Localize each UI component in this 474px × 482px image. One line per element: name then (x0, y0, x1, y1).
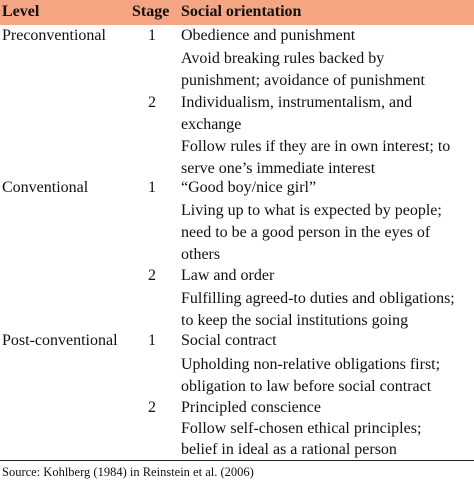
stage-number: 2 (148, 267, 156, 284)
stage-number: 2 (148, 94, 156, 111)
table-bottom-rule (0, 460, 474, 461)
stage-description-line: serve one’s immediate interest (181, 160, 376, 177)
stage-description-line: Follow rules if they are in own interest; to (181, 138, 451, 155)
stage-orientation: exchange (181, 116, 242, 133)
stage-number: 2 (148, 399, 156, 416)
stage-description-line: punishment; avoidance of punishment (181, 72, 425, 89)
table-header (0, 0, 474, 25)
stage-description-line: Living up to what is expected by people; (181, 202, 442, 219)
stage-description-line: Fulfilling agreed-to duties and obligations; (181, 290, 455, 307)
level-label: Conventional (2, 179, 89, 196)
stage-description-line: Follow self-chosen ethical principles; (181, 420, 422, 437)
stage-description-line: belief in ideal as a rational person (181, 441, 397, 458)
stage-orientation: Law and order (181, 267, 275, 284)
stage-description-line: Upholding non-relative obligations first; (181, 356, 441, 373)
stage-orientation: Individualism, instrumentalism, and (181, 94, 413, 111)
stage-orientation: Social contract (181, 332, 277, 349)
stage-description-line: to keep the social institutions going (181, 312, 409, 329)
table-source-note: Source: Kohlberg (1984) in Reinstein et al. (2006) (2, 465, 254, 479)
column-header-level: Level (2, 3, 40, 20)
level-label: Preconventional (2, 27, 106, 44)
column-header-stage: Stage (132, 3, 170, 20)
stage-orientation: Principled conscience (181, 399, 321, 416)
stage-description-line: Avoid breaking rules backed by (181, 50, 385, 67)
stage-description-line: obligation to law before social contract (181, 378, 432, 395)
stage-number: 1 (148, 27, 156, 44)
stage-number: 1 (148, 332, 156, 349)
stage-description-line: others (181, 246, 221, 263)
level-label: Post-conventional (2, 332, 118, 349)
stage-description-line: need to be a good person in the eyes of (181, 224, 431, 241)
column-header-social-orientation: Social orientation (181, 3, 302, 20)
stage-number: 1 (148, 179, 156, 196)
stage-orientation: “Good boy/nice girl” (181, 179, 317, 196)
stage-orientation: Obedience and punishment (181, 27, 356, 44)
